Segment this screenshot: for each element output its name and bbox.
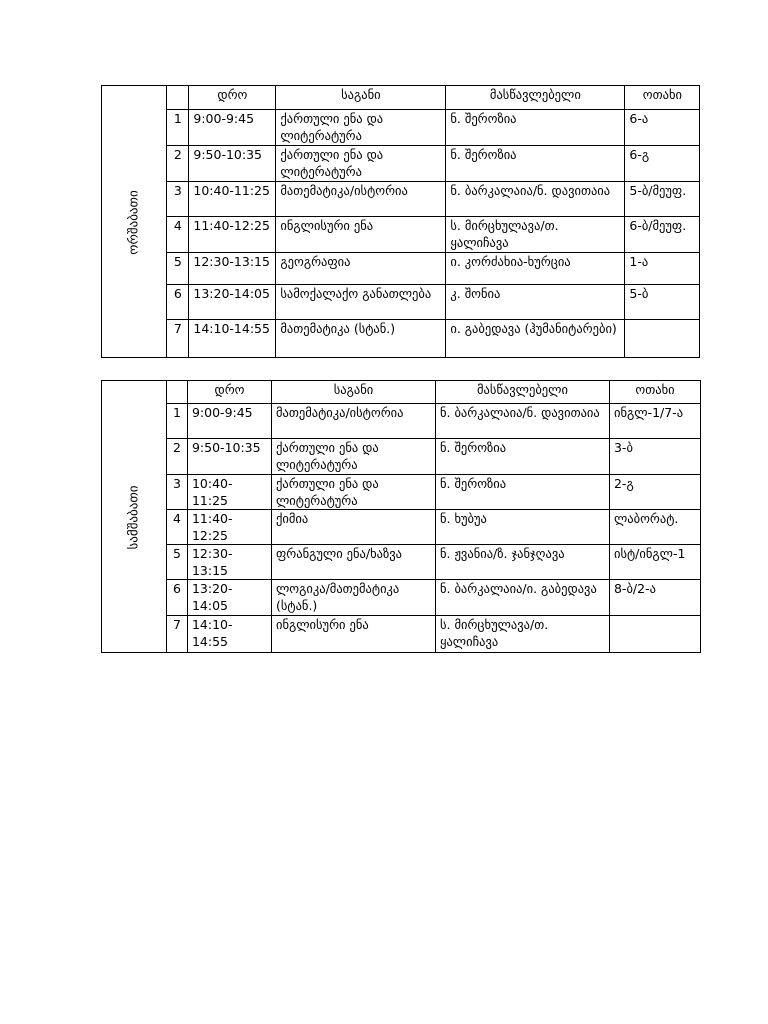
lesson-room: 3-ბ	[609, 439, 700, 475]
lesson-number: 1	[166, 404, 187, 439]
table-row	[102, 146, 700, 182]
lesson-time: 11:40-12:25	[187, 510, 271, 545]
table-row	[102, 182, 700, 217]
lesson-time: 9:50-10:35	[187, 439, 271, 475]
lesson-number: 4	[167, 217, 189, 253]
lesson-room: ინგლ-1/7-ა	[609, 404, 700, 439]
lesson-teacher: ს. მირცხულავა/თ. ყალიჩავა	[446, 217, 625, 253]
lesson-subject: ქართული ენა და ლიტერატურა	[271, 475, 435, 510]
table-row	[102, 439, 701, 475]
lesson-teacher: ი. კორძახია-ხურცია	[446, 253, 625, 285]
lesson-number: 6	[166, 580, 187, 616]
lesson-teacher: ნ. შეროზია	[435, 439, 609, 475]
header-teacher: მასწავლებელი	[446, 86, 625, 110]
schedule-table-monday	[101, 85, 700, 358]
header-time: დრო	[187, 381, 271, 404]
header-number	[166, 381, 187, 404]
header-subject: საგანი	[276, 86, 446, 110]
lesson-subject: მათემატიკა (სტან.)	[276, 320, 446, 358]
lesson-subject: ქიმია	[271, 510, 435, 545]
lesson-time: 14:10-14:55	[189, 320, 276, 358]
lesson-room: ისტ/ინგლ-1	[609, 545, 700, 580]
lesson-room: ლაბორატ.	[609, 510, 700, 545]
header-row	[102, 86, 700, 110]
lesson-subject: ინგლისური ენა	[271, 616, 435, 653]
lesson-subject: ქართული ენა და ლიტერატურა	[276, 146, 446, 182]
lesson-time: 11:40-12:25	[189, 217, 276, 253]
lesson-subject: ქართული ენა და ლიტერატურა	[271, 439, 435, 475]
lesson-time: 9:50-10:35	[189, 146, 276, 182]
day-label: სამშაბათი	[126, 485, 142, 549]
header-time: დრო	[189, 86, 276, 110]
header-number	[167, 86, 189, 110]
lesson-number: 2	[167, 146, 189, 182]
lesson-room: 1-ა	[625, 253, 700, 285]
lesson-subject: ინგლისური ენა	[276, 217, 446, 253]
table-row	[102, 510, 701, 545]
lesson-subject: გეოგრაფია	[276, 253, 446, 285]
lesson-room: 5-ბ	[625, 285, 700, 320]
header-room: ოთახი	[609, 381, 700, 404]
day-label-cell	[102, 381, 167, 653]
lesson-subject: მათემატიკა/ისტორია	[276, 182, 446, 217]
lesson-subject: ლოგიკა/მათემატიკა (სტან.)	[271, 580, 435, 616]
lesson-room: 6-ა	[625, 110, 700, 146]
lesson-number: 7	[166, 616, 187, 653]
table-row	[102, 110, 700, 146]
lesson-number: 5	[166, 545, 187, 580]
lesson-time: 9:00-9:45	[189, 110, 276, 146]
lesson-number: 5	[167, 253, 189, 285]
lesson-time: 13:20-14:05	[189, 285, 276, 320]
table-row	[102, 285, 700, 320]
lesson-teacher: ნ. შეროზია	[446, 110, 625, 146]
lesson-time: 10:40-11:25	[189, 182, 276, 217]
lesson-subject: ფრანგული ენა/ხაზვა	[271, 545, 435, 580]
lesson-room: 6-ბ/მეუფ.	[625, 217, 700, 253]
lesson-room: 8-ბ/2-ა	[609, 580, 700, 616]
lesson-subject: ქართული ენა და ლიტერატურა	[276, 110, 446, 146]
lesson-subject: სამოქალაქო განათლება	[276, 285, 446, 320]
table-row	[102, 580, 701, 616]
lesson-teacher: ი. გაბედავა (ჰუმანიტარები)	[446, 320, 625, 358]
lesson-teacher: კ. შონია	[446, 285, 625, 320]
header-teacher: მასწავლებელი	[435, 381, 609, 404]
lesson-room: 2-გ	[609, 475, 700, 510]
lesson-number: 3	[166, 475, 187, 510]
lesson-time: 13:20-14:05	[187, 580, 271, 616]
table-row	[102, 404, 701, 439]
lesson-time: 10:40-11:25	[187, 475, 271, 510]
header-row	[102, 381, 701, 404]
table-row	[102, 253, 700, 285]
lesson-subject: მათემატიკა/ისტორია	[271, 404, 435, 439]
lesson-number: 7	[167, 320, 189, 358]
table-row	[102, 217, 700, 253]
table-row	[102, 475, 701, 510]
lesson-teacher: ნ. ბარკალაია/ი. გაბედავა	[435, 580, 609, 616]
table-row	[102, 545, 701, 580]
day-label-cell	[102, 86, 167, 358]
lesson-number: 1	[167, 110, 189, 146]
lesson-time: 12:30-13:15	[189, 253, 276, 285]
lesson-time: 12:30-13:15	[187, 545, 271, 580]
lesson-teacher: ნ. ხუბუა	[435, 510, 609, 545]
lesson-number: 2	[166, 439, 187, 475]
lesson-number: 6	[167, 285, 189, 320]
lesson-room	[609, 616, 700, 653]
lesson-teacher: ნ. ბარკალაია/ნ. დავითაია	[435, 404, 609, 439]
table-row	[102, 616, 701, 653]
lesson-teacher: ნ. შეროზია	[435, 475, 609, 510]
lesson-time: 9:00-9:45	[187, 404, 271, 439]
header-room: ოთახი	[625, 86, 700, 110]
lesson-room: 5-ბ/მეუფ.	[625, 182, 700, 217]
lesson-room	[625, 320, 700, 358]
table-row	[102, 320, 700, 358]
lesson-number: 3	[167, 182, 189, 217]
day-label: ორშაბათი	[126, 189, 142, 255]
lesson-teacher: ნ. შეროზია	[446, 146, 625, 182]
lesson-room: 6-გ	[625, 146, 700, 182]
schedule-table-tuesday	[101, 380, 701, 653]
header-subject: საგანი	[271, 381, 435, 404]
lesson-teacher: ნ. ბარკალაია/ნ. დავითაია	[446, 182, 625, 217]
lesson-teacher: ნ. ჟვანია/ზ. ჯანჯღავა	[435, 545, 609, 580]
lesson-teacher: ს. მირცხულავა/თ. ყალიჩავა	[435, 616, 609, 653]
lesson-time: 14:10-14:55	[187, 616, 271, 653]
lesson-number: 4	[166, 510, 187, 545]
